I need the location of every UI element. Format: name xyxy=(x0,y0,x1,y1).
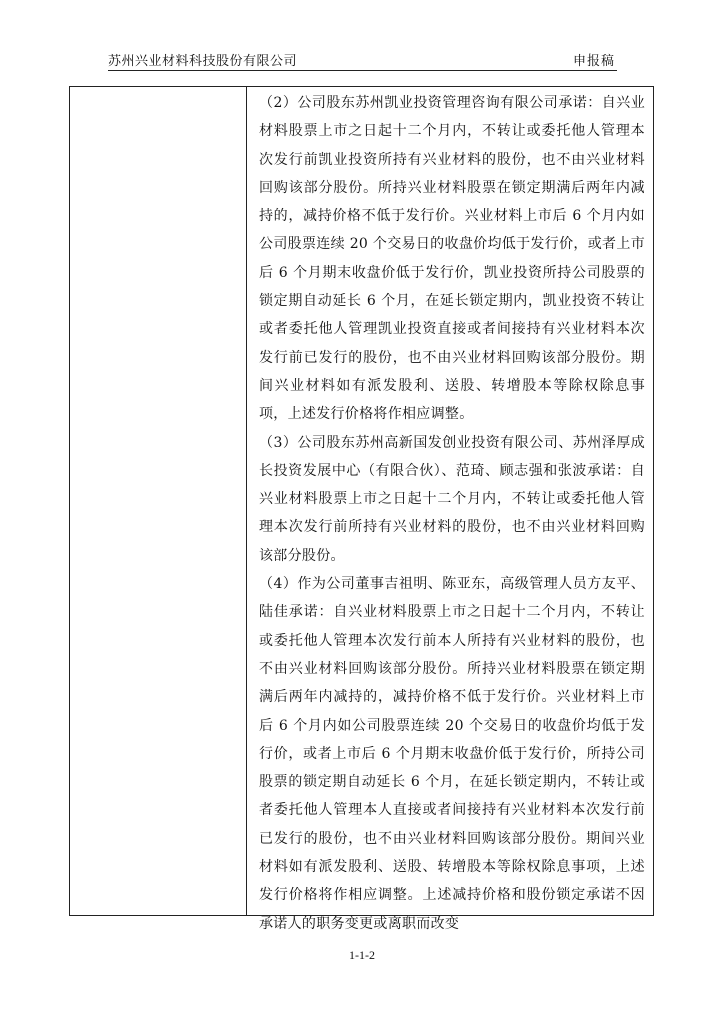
commitment-table xyxy=(69,86,654,932)
draft-label: 申报稿 xyxy=(572,54,615,69)
table-left-cell xyxy=(70,87,247,915)
table-right-cell xyxy=(247,87,653,932)
page-header xyxy=(108,50,617,71)
commitment-paragraph-4: （4）作为公司董事吉祖明、陈亚东，高级管理人员方友平、陆佳承诺：自兴业材料股票上市之日起十二个月内，不转让或委托他人管理本次发行前本人所持有兴业材料的股份，也不由兴业材料回购该部分股份。所持兴业材料股票在锁定期满后两年内减持的，减持价格不低于发行价。兴业材料上市后 6 个月内如公司股票连续 20 个交易日的收盘价均低于发行价，或者上市后 6 个月期末收盘价低于发行价，所持公司股票的锁定期自动延长 6 个月，在延长锁定期内，不转让或者委托他人管理本人直接或者间接持有兴业材料本次发行前已发行的股份，也不由兴业材料回购该部分股份。期间兴业材料如有派发股利、送股、转增股本等除权除息事项，上述发行价格将作相应调整。上述减持价格和股份锁定承诺不因承诺人的职务变更或离职而改变 xyxy=(259,576,645,932)
commitment-paragraph-3: （3）公司股东苏州高新国发创业投资有限公司、苏州泽厚成长投资发展中心（有限合伙）、范琦、顾志强和张波承诺：自兴业材料股票上市之日起十二个月内，不转让或委托他人管理本次发行前所持有兴业材料的股份，也不由兴业材料回购该部分股份。 xyxy=(259,434,645,564)
page-number: 1-1-2 xyxy=(349,948,375,962)
commitment-paragraph-2: （2）公司股东苏州凯业投资管理咨询有限公司承诺：自兴业材料股票上市之日起十二个月内，不转让或委托他人管理本次发行前凯业投资所持有兴业材料的股份，也不由兴业材料回购该部分股份。所持兴业材料股票在锁定期满后两年内减持的，减持价格不低于发行价。兴业材料上市后 6 个月内如公司股票连续 20 个交易日的收盘价均低于发行价，或者上市后 6 个月期末收盘价低于发行价，凯业投资所持公司股票的锁定期自动延长 6 个月，在延长锁定期内，凯业投资不转让或者委托他人管理凯业投资直接或者间接持有兴业材料本次发行前已发行的股份，也不由兴业材料回购该部分股份。期间兴业材料如有派发股利、送股、转增股本等除权除息事项，上述发行价格将作相应调整。 xyxy=(259,95,645,423)
company-name: 苏州兴业材料科技股份有限公司 xyxy=(108,54,298,69)
